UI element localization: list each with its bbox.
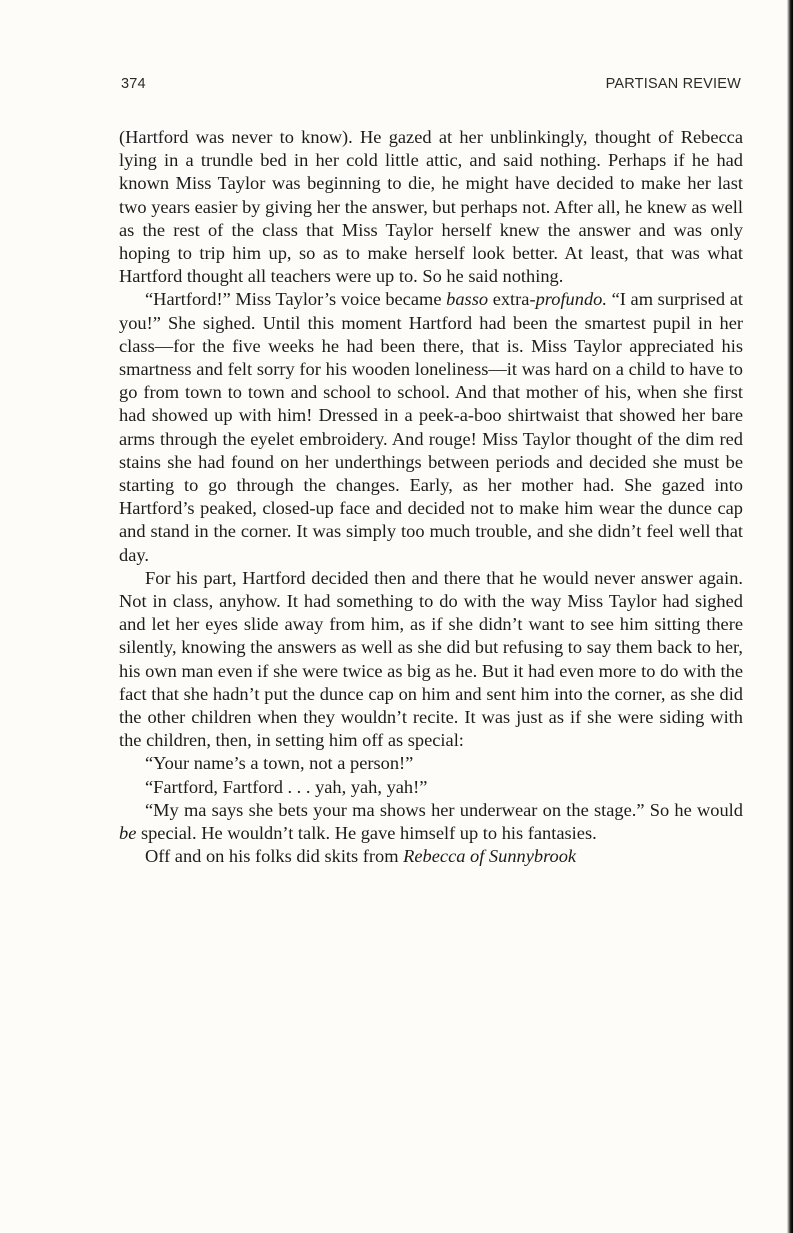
paragraph-2-text-a: “Hartford!” Miss Taylor’s voice became	[145, 289, 447, 310]
italic-basso: basso	[446, 289, 489, 310]
paragraph-2-text-b: extra-	[488, 289, 536, 310]
paragraph-6-text-b: special. He wouldn’t talk. He gave himself up to his fantasies.	[136, 823, 597, 844]
paragraph-6	[119, 799, 743, 845]
page-edge	[787, 0, 793, 1233]
italic-be: be	[119, 823, 137, 844]
paragraph-4: “Your name’s a town, not a person!”	[145, 753, 414, 774]
paragraph-6-text-a: “My ma says she bets your ma shows her underwear on the stage.” So he would	[145, 799, 743, 820]
paragraph-3: For his part, Hartford decided then and there that he would never answer again. Not in class, anyhow. It had something to do with the way Miss Taylor had sighed and let her eyes slide away from him, as if she didn’t want to see him sitting there silently, knowing the answers as well as she did but refusing to say them back to her, his own man even if she were twice as big as he. But it had even more to do with the fact that she hadn’t put the dunce cap on him and sent him into the corner, as she did the other children when they wouldn’t recite. It was just as if she were siding with the children, then, in setting him off as special:	[119, 567, 743, 751]
paragraph-7-text-a: Off and on his folks did skits from	[145, 846, 404, 867]
journal-title: PARTISAN REVIEW	[605, 76, 741, 92]
paragraph-2	[119, 288, 743, 566]
body-text	[119, 126, 743, 869]
italic-book-title: Rebecca of Sunnybrook	[403, 846, 577, 867]
paragraph-5: “Fartford, Fartford . . . yah, yah, yah!”	[145, 776, 428, 797]
italic-profundo: profundo.	[535, 289, 607, 310]
paragraph-1: (Hartford was never to know). He gazed at her unblinkingly, thought of Rebecca lying in a trundle bed in her cold little attic, and said nothing. Perhaps if he had known Miss Taylor was beginning to die, he might have decided to make her last two years easier by giving her the answer, but perhaps not. After all, he knew as well as the rest of the class that Miss Taylor herself knew the answer and was only hoping to trip him up, so as to make herself look better. At least, that was what Hartford thought all teachers were up to. So he said nothing.	[119, 127, 743, 287]
paragraph-2-text-c: “I am surprised at you!” She sighed. Until this moment Hartford had been the smartest pupil in her class—for the five weeks he had been there, that is. Miss Taylor appreciated his smartness and felt sorry for his wooden loneliness—it was hard on a child to have to go from town to town and school to school. And that mother of his, when she first had showed up with him! Dressed in a peek-a-boo shirtwaist that showed her bare arms through the eyelet embroidery. And rouge! Miss Taylor thought of the dim red stains she had found on her underthings between periods and decided she must be starting to go through the changes. Early, as her mother had. She gazed into Hartford’s peaked, closed-up face and decided not to make him wear the dunce cap and stand in the corner. It was simply too much trouble, and she didn’t feel well that day.	[119, 289, 743, 565]
paragraph-7	[119, 845, 743, 868]
page-number: 374	[121, 76, 146, 92]
running-head	[121, 76, 741, 96]
